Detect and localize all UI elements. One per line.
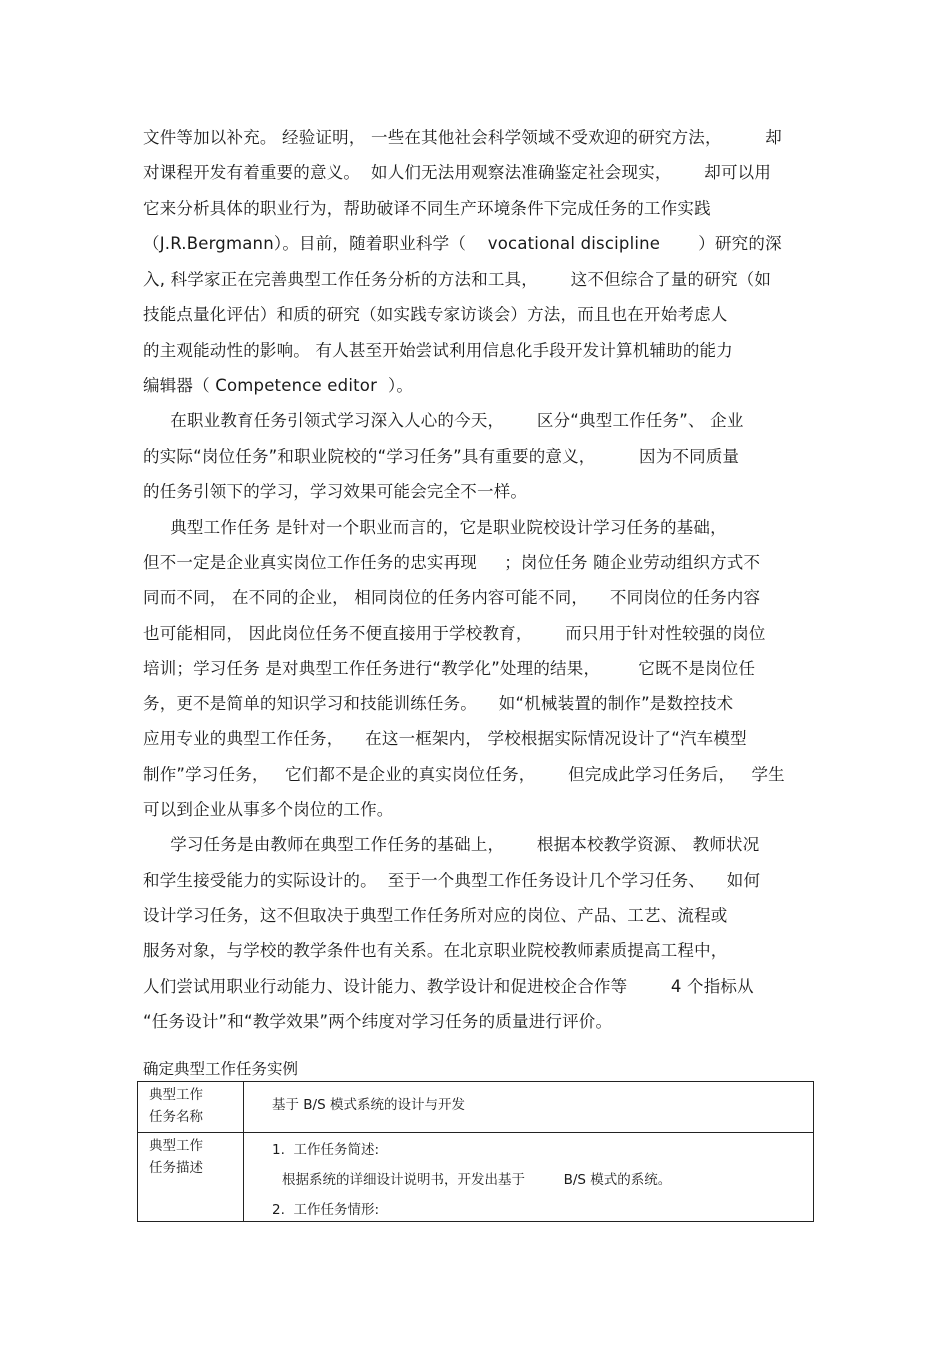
row-label-line: 任务名称: [149, 1109, 203, 1125]
text-line: 应用专业的典型工作任务， 在这一框架内， 学校根据实际情况设计了“汽车模型: [143, 729, 747, 748]
text-line: 编辑器（ Competence editor ）。: [143, 376, 414, 395]
text-line: 同而不同， 在不同的企业， 相同岗位的任务内容可能不同， 不同岗位的任务内容: [143, 588, 761, 607]
text-line: 可以到企业从事多个岗位的工作。: [143, 800, 394, 819]
text-line: 文件等加以补充。 经验证明， 一些在其他社会科学领域不受欢迎的研究方法， 却: [143, 128, 782, 147]
text-line: 入, 科学家正在完善典型工作任务分析的方法和工具， 这不但综合了量的研究（如: [143, 270, 772, 289]
text-line: 和学生接受能力的实际设计的。 至于一个典型工作任务设计几个学习任务、 如何: [143, 871, 761, 890]
table-row: [138, 1133, 814, 1222]
desc-line: 2. 工作任务情形:: [272, 1202, 380, 1218]
text-line: 典型工作任务 是针对一个职业而言的，它是职业院校设计学习任务的基础，: [143, 518, 727, 537]
text-line: 人们尝试用职业行动能力、设计能力、教学设计和促进校企合作等 4 个指标从: [143, 977, 754, 996]
task-name-cell: [244, 1082, 814, 1133]
task-desc-cell: [244, 1133, 814, 1222]
desc-line: 1. 工作任务简述:: [272, 1142, 380, 1158]
text-line: 学习任务是由教师在典型工作任务的基础上， 根据本校教学资源、 教师状况: [143, 835, 760, 854]
text-line: 的任务引领下的学习，学习效果可能会完全不一样。: [143, 482, 528, 501]
text-line: “任务设计”和“教学效果”两个纬度对学习任务的质量进行评价。: [143, 1012, 613, 1031]
text-line: 制作”学习任务， 它们都不是企业的真实岗位任务， 但完成此学习任务后， 学生: [143, 765, 785, 784]
text-line: 的实际“岗位任务”和职业院校的“学习任务”具有重要的意义， 因为不同质量: [143, 447, 740, 466]
table-caption: 确定典型工作任务实例: [143, 1060, 299, 1078]
row-label-line: 任务描述: [149, 1160, 203, 1176]
desc-line: 根据系统的详细设计说明书，开发出基于 B/S 模式的系统。: [282, 1172, 672, 1188]
row-label-cell: [138, 1082, 244, 1133]
text-line: 设计学习任务，这不但取决于典型工作任务所对应的岗位、产品、工艺、流程或: [143, 906, 728, 925]
table-row: [138, 1082, 814, 1133]
text-line: （J.R.Bergmann）。目前，随着职业科学（ vocational discipline ）研究的深: [143, 234, 782, 253]
text-line: 技能点量化评估）和质的研究（如实践专家访谈会）方法，而且也在开始考虑人: [143, 305, 728, 324]
task-table: [137, 1081, 814, 1222]
task-name-value: 基于 B/S 模式系统的设计与开发: [272, 1097, 465, 1113]
text-line: 在职业教育任务引领式学习深入人心的今天， 区分“典型工作任务”、 企业: [143, 411, 744, 430]
text-line: 它来分析具体的职业行为，帮助破译不同生产环境条件下完成任务的工作实践: [143, 199, 711, 218]
text-line: 也可能相同， 因此岗位任务不便直接用于学校教育， 而只用于针对性较强的岗位: [143, 624, 766, 643]
text-line: 但不一定是企业真实岗位工作任务的忠实再现 ；岗位任务 随企业劳动组织方式不: [143, 553, 761, 572]
text-line: 务，更不是简单的知识学习和技能训练任务。 如“机械装置的制作”是数控技术: [143, 694, 734, 713]
text-line: 的主观能动性的影响。 有人甚至开始尝试利用信息化手段开发计算机辅助的能力: [143, 341, 733, 360]
row-label-cell: [138, 1133, 244, 1222]
row-label-line: 典型工作: [149, 1138, 203, 1154]
text-line: 培训；学习任务 是对典型工作任务进行“教学化”处理的结果， 它既不是岗位任: [143, 659, 756, 678]
text-line: 对课程开发有着重要的意义。 如人们无法用观察法准确鉴定社会现实， 却可以用: [143, 163, 772, 182]
text-line: 服务对象，与学校的教学条件也有关系。在北京职业院校教师素质提高工程中，: [143, 941, 728, 960]
row-label-line: 典型工作: [149, 1087, 203, 1103]
